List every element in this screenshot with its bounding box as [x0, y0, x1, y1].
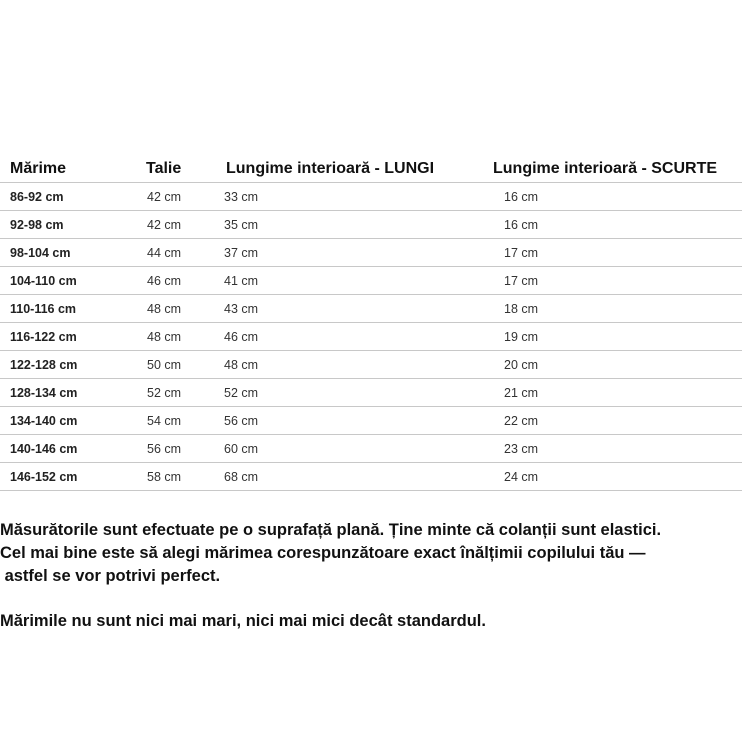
table-row — [0, 267, 742, 295]
cell-inseam-long: 52 cm — [224, 386, 259, 400]
cell-inseam-short: 23 cm — [504, 442, 539, 456]
cell-inseam-short: 16 cm — [504, 190, 539, 204]
table-row — [0, 463, 742, 491]
cell-inseam-short: 18 cm — [504, 302, 539, 316]
size-table — [0, 158, 742, 491]
cell-inseam-short: 19 cm — [504, 330, 539, 344]
table-row — [0, 295, 742, 323]
table-row — [0, 211, 742, 239]
cell-size: 110-116 cm — [10, 302, 77, 316]
cell-size: 146-152 cm — [10, 470, 78, 484]
cell-waist: 44 cm — [147, 246, 182, 260]
cell-waist: 46 cm — [147, 274, 182, 288]
header-waist: Talie — [146, 160, 182, 177]
cell-size: 98-104 cm — [10, 246, 71, 260]
cell-inseam-short: 20 cm — [504, 358, 539, 372]
cell-size: 128-134 cm — [10, 386, 78, 400]
cell-size: 92-98 cm — [10, 218, 64, 232]
cell-inseam-long: 37 cm — [224, 246, 259, 260]
table-body — [0, 183, 742, 491]
cell-waist: 42 cm — [147, 218, 182, 232]
table-row — [0, 435, 742, 463]
cell-size: 86-92 cm — [10, 190, 64, 204]
cell-waist: 52 cm — [147, 386, 182, 400]
header-inseam-short: Lungime interioară - SCURTE — [493, 160, 718, 177]
table-row — [0, 323, 742, 351]
cell-waist: 48 cm — [147, 330, 182, 344]
cell-inseam-long: 43 cm — [224, 302, 259, 316]
cell-inseam-short: 16 cm — [504, 218, 539, 232]
note-line-2: Cel mai bine este să alegi mărimea corespunzătoare exact înălțimii copilului tău — — [0, 544, 646, 562]
table-row — [0, 407, 742, 435]
note-line-4: Mărimile nu sunt nici mai mari, nici mai mici decât standardul. — [0, 612, 486, 630]
cell-inseam-long: 60 cm — [224, 442, 259, 456]
cell-inseam-short: 17 cm — [504, 246, 539, 260]
cell-inseam-short: 17 cm — [504, 274, 539, 288]
table-row — [0, 379, 742, 407]
cell-size: 140-146 cm — [10, 442, 78, 456]
cell-size: 116-122 cm — [10, 330, 77, 344]
cell-inseam-long: 41 cm — [224, 274, 259, 288]
note-line-1: Măsurătorile sunt efectuate pe o suprafață plană. Ține minte că colanții sunt elastici. — [0, 521, 662, 539]
cell-inseam-long: 46 cm — [224, 330, 259, 344]
table-row — [0, 351, 742, 379]
cell-inseam-short: 24 cm — [504, 470, 539, 484]
cell-waist: 48 cm — [147, 302, 182, 316]
cell-waist: 42 cm — [147, 190, 182, 204]
cell-inseam-long: 35 cm — [224, 218, 259, 232]
cell-inseam-long: 68 cm — [224, 470, 259, 484]
table-header — [0, 158, 742, 183]
cell-waist: 58 cm — [147, 470, 182, 484]
header-size: Mărime — [10, 160, 67, 177]
cell-inseam-long: 48 cm — [224, 358, 259, 372]
size-notes — [0, 519, 742, 633]
cell-size: 104-110 cm — [10, 274, 77, 288]
cell-size: 122-128 cm — [10, 358, 78, 372]
cell-inseam-long: 33 cm — [224, 190, 259, 204]
note-line-3: astfel se vor potrivi perfect. — [0, 567, 221, 585]
cell-inseam-long: 56 cm — [224, 414, 259, 428]
cell-waist: 56 cm — [147, 442, 182, 456]
table-row — [0, 239, 742, 267]
cell-inseam-short: 22 cm — [504, 414, 539, 428]
cell-size: 134-140 cm — [10, 414, 78, 428]
cell-inseam-short: 21 cm — [504, 386, 539, 400]
cell-waist: 50 cm — [147, 358, 182, 372]
header-inseam-long: Lungime interioară - LUNGI — [226, 160, 435, 177]
cell-waist: 54 cm — [147, 414, 182, 428]
table-row — [0, 183, 742, 211]
